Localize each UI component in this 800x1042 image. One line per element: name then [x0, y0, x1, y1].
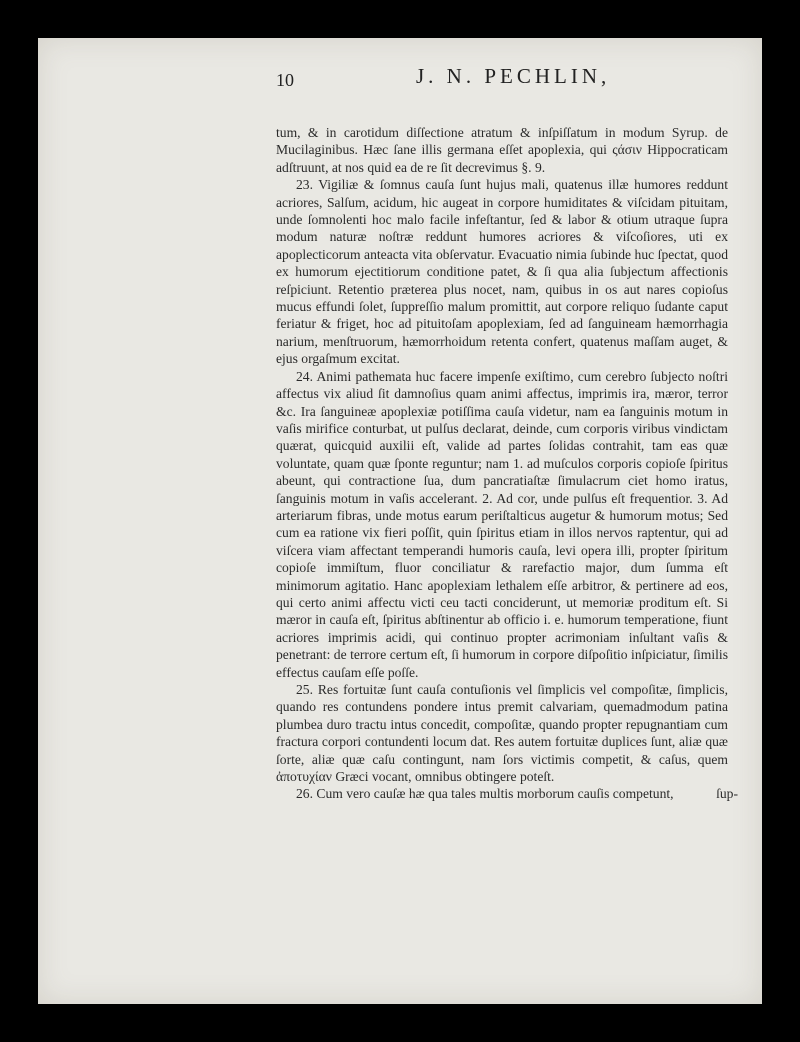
page-number: 10: [276, 70, 294, 90]
page-header: [228, 60, 728, 90]
catchword: ſup-: [716, 786, 738, 801]
paragraph-24: 24. Animi pathemata huc facere impenſe exiſtimo, cum cerebro ſubjecto noſtri affectus vix aliud ſit damnoſius quam animi affectus, imprimis ira, mæror, terror &c. Ira ſanguineæ apoplexiæ potiſſima cauſa videtur, nam ea ſanguinis motum in vaſis mirifice conturbat, ut pulſus declarat, deinde, cum corporis viribus vindictam quærat, quicquid auxilii eſt, valide ad partes ſolidas contrahit, tam eas quæ voluntate, quam quæ ſponte reguntur; nam 1. ad muſculos corporis copioſe ſpiritus abeunt, qui contractione ſua, dum pancratiaſtæ ſimulacrum ciet homo iratus, ſanguinis motum in vaſis accelerant. 2. Ad cor, unde pulſus eſt frequentior. 3. Ad arteriarum fibras, unde motus earum periſtalticus augetur & humorum motus; Sed cum ea ratione vix fieri poſſit, quin ſpiritus etiam in illos nervos raptentur, qui ad viſcera viam affectant temperandi humoris cauſa, levi opera illi, propter ſpiritum copioſe immiſtum, fluor conciliatur & rarefactio major, dum ſumma eſt minimorum agitatio. Hanc apoplexiam lethalem eſſe arbitror, & pertinere ad eos, qui certo animi affectu victi ceu tacti conciderunt, ut memoriæ proditum eſt. Si mæror in cauſa eſt, ſpiritus abſtinentur ab officio i. e. humorum temperatione, fiunt acriores imprimis acidi, qui continuo propter acrimoniam inſultant vaſis & penetrant: de terrore certum eſt, ſi humorum in corpore diſpoſitio inſpiciatur, ſimilis effectus cauſam eſſe poſſe.: [276, 368, 728, 680]
running-head: J. N. PECHLIN,: [416, 64, 611, 88]
paragraph-continuation: tum, & in carotidum diſſectione atratum & inſpiſſatum in modum Syrup. de Mucilaginibus. Hæc ſane illis germana eſſet apoplexia, qui ςάσιν Hippocraticam adſtruunt, at nos quid ea de re ſit decrevimus §. 9.: [276, 125, 728, 175]
paragraph-26: 26. Cum vero cauſæ hæ qua tales multis morborum cauſis competunt,: [296, 786, 674, 802]
paragraph-23: 23. Vigiliæ & ſomnus cauſa ſunt hujus mali, quatenus illæ humores reddunt acriores, Salſum, acidum, hic augeat in corpore humiditates & viſcidam pituitam, unde ſomnolenti hoc malo facile infeſtantur, ſed & labor & otium utraque ſupra modum naturæ noſtræ reddunt humores acriores & viſcoſiores, uti ex apoplecticorum anteacta vita obſervatur. Evacuatio nimia ſubinde huc ſpectat, quod ex humorum ejectitiorum conditione patet, & ſi qua alia ſubjectum affectionis reſpiciunt. Retentio præterea plus nocet, nam, quibus in os aut nares copioſus mucus effundi ſolet, ſuppreſſio malum promittit, aut corpore reliquo ſudante caput feriatur & friget, hoc ad pituitoſam apoplexiam, ſed ad ſanguineam hæmorrhagia narium, menſtruorum, hæmorrhoidum retenta confert, quatenus maſſam auget, & ejus orgaſmum excitat.: [276, 177, 728, 367]
paragraph-25: 25. Res fortuitæ ſunt cauſa contuſionis vel ſimplicis vel compoſitæ, ſimplicis, quando res contundens pondere intus premit calvariam, quemadmodum patina plumbea duro tractu intus concedit, compoſitæ, quando propter repugnantiam cum fractura corpori contundenti locum dat. Res autem fortuitæ duplices ſunt, aliæ quæ ſorte, aliæ quæ caſu contingunt, nam ſors victimis competit, & caſus, quem ἀποτυχίαν Græci vocant, omnibus obtingere poteſt.: [276, 682, 728, 785]
body-text: [276, 124, 728, 803]
